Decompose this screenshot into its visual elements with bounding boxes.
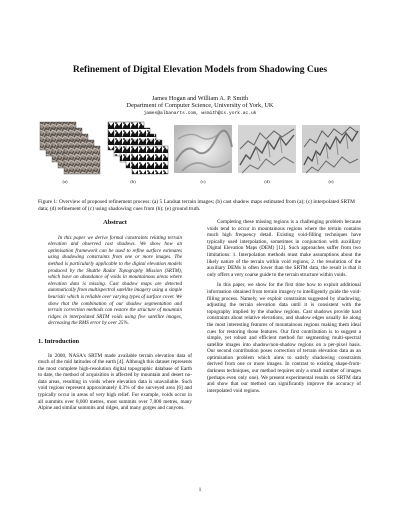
shadow-maps-panel [106, 121, 170, 177]
panel-label-b: (b) [130, 179, 136, 184]
paper-authors: James Hogan and William A. P. Smith [151, 95, 249, 102]
refined-terrain-image [236, 121, 298, 177]
panel-label-c: (c) [200, 179, 206, 184]
section-heading-introduction: 1. Introduction [38, 337, 80, 345]
paper-affiliation: Department of Computer Science, University of York, UK [126, 102, 274, 109]
right-column [207, 219, 361, 394]
shadow-map-5 [132, 146, 168, 174]
panel-label-a: (a) [62, 179, 68, 184]
paper-title: Refinement of Digital Elevation Models from Shadowing Cues [72, 64, 328, 75]
figure-caption: Figure 1: Overview of proposed refinement process: (a) 5 Landsat terrain images; (b) cast shadow maps estimated from (a); (c) interpolated SRTM data; (d) refinement of (c) using shadowing cues from (b); (e) ground truth. [38, 199, 355, 212]
figure-1 [38, 121, 362, 187]
right-paragraph-1: Completing these missing regions is a challenging problem because voids tend to occur in mountainous regions where the terrain contains much high frequency detail. Existing void-filling techniques have typically used interpolation, sometimes in conjunction with auxilliary Digital Elevation Maps (DEM) [12]. Such approaches suffer from two limitations: 1. Interpolation methods must make assumptions about the likely nature of the terrain within void regions, 2. the resolution of the auxiliary DEMs is often lower than the SRTM data, the result is that it only offers a very coarse guide to the terrain structure within voids. [207, 219, 361, 278]
right-paragraph-2: In this paper, we show for the first time how to exploit additional information obtained from terrain imagery to intelligently guide the void-filling process. Namely, we exploit constraints suggested by shadowing, adjusting the terrain elevation data until it is consistent with the topography implied by the shadow regions. Cast shadows provide hard constraints about relative elevations, and shadow edges usually lie along the most interesting features of mountainous regions making them ideal cues for restoring those features. Our first contribution is to suggest a simple, yet robust and efficient method for segmenting multi-spectral satellite images into shadow/non-shadow regions on a per-pixel basis. Our second contribution poses correction of terrain elevation data as an optimisation problem which aims to satisfy shadowing constraints derived from one or more images. In contrast to existing shape-from-darkness techniques, our method requires only a small number of images (perhaps even only one). We present experimental results on SRTM data and show that our method can significantly improve the accuracy of interpolated void regions. [207, 282, 361, 394]
abstract-text: In this paper we derive formal constraints relating terrain elevation and observed cast shadows. We show how an optimisation framework can be used to refine surface estimates using shadowing constraints from one or more images. The method is particularly applicable to the digital elevation models produced by the Shuttle Radar Topography Mission (SRTM), which have an abundance of voids in mountainous areas where elevation data is missing. Cast shadow maps are detected automatically from multispectral satellite imagery using a simple heuristic which is reliable over varying types of surface cover. We show that the combination of our shadow segmentation and terrain correction methods can restore the structure of mountain ridges in interpolated SRTM voids using five satellite images, decreasing the RMS error by over 25%. [48, 234, 182, 327]
left-column [38, 220, 192, 412]
panel-label-e: (e) [328, 179, 334, 184]
abstract-heading: Abstract [103, 219, 127, 226]
landsat-image-5 [64, 146, 100, 174]
panel-label-d: (d) [264, 179, 270, 184]
ground-truth-image [300, 121, 362, 177]
paper-emails: james@albanarts.com, wsmith@cs.york.ac.uk [143, 111, 257, 116]
interpolated-srtm-image [172, 121, 234, 177]
introduction-paragraph: In 2000, NASA's SRTM made available terrain elevation data of much of the mid latitudes of the earth [4]. Although this dataset represents the most complete high-resolution digital topographic database of Earth to date, the method of acquisition is affected by mountain and desert no-data areas, resulting in voids where elevation data is unavailable. Such void regions represent approximately 0.3% of the surveyed area [6] and typically occur in areas of very high relief. For example, voids occur in all summits over 8,000 metres, most summits over 7,000 metres, many Alpine and similar summits and ridges, and many gorges and canyons. [38, 352, 193, 412]
page-number: 1 [198, 487, 202, 493]
landsat-images-panel [38, 121, 102, 177]
